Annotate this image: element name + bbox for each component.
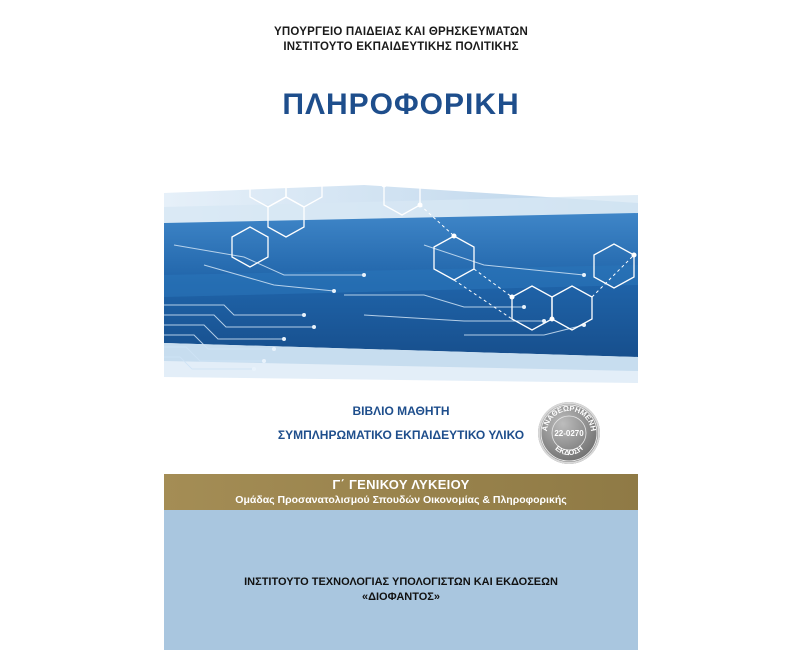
book-type-label: ΒΙΒΛΙΟ ΜΑΘΗΤΗ — [352, 404, 450, 418]
grade-label: Γ΄ ΓΕΝΙΚΟΥ ΛΥΚΕΙΟΥ — [332, 477, 470, 492]
book-title: ΠΛΗΡΟΦΟΡΙΚΗ — [282, 88, 520, 121]
svg-text:22-0270: 22-0270 — [554, 429, 584, 438]
revised-edition-seal — [538, 402, 600, 464]
book-material-label: ΣΥΜΠΛΗΡΩΜΑΤΙΚΟ ΕΚΠΑΙΔΕΥΤΙΚΟ ΥΛΙΚΟ — [277, 428, 525, 442]
publisher-name: ΙΝΣΤΙΤΟΥΤΟ ΤΕΧΝΟΛΟΓΙΑΣ ΥΠΟΛΟΓΙΣΤΩΝ ΚΑΙ ΕΚΔΟΣΕΩΝ — [244, 576, 558, 588]
grade-band — [164, 474, 638, 510]
orientation-label: Ομάδας Προσανατολισμού Σπουδών Οικονομίας & Πληροφορικής — [235, 494, 567, 506]
publisher-brand: «ΔΙΟΦΑΝΤΟΣ» — [361, 591, 441, 603]
ministry-name: ΥΠΟΥΡΓΕΙΟ ΠΑΙΔΕΙΑΣ ΚΑΙ ΘΡΗΣΚΕΥΜΑΤΩΝ — [274, 26, 528, 38]
institute-name: ΙΝΣΤΙΤΟΥΤΟ ΕΚΠΑΙΔΕΥΤΙΚΗΣ ΠΟΛΙΤΙΚΗΣ — [283, 41, 519, 53]
publisher-panel — [164, 510, 638, 650]
cover-network-artwork — [164, 125, 638, 390]
svg-text:ΑΝΑΘΕΩΡΗΜΕΝΗ: ΑΝΑΘΕΩΡΗΜΕΝΗ — [540, 403, 598, 432]
book-cover — [164, 0, 638, 650]
svg-text:ΕΚΔΟΣΗ: ΕΚΔΟΣΗ — [553, 443, 585, 458]
